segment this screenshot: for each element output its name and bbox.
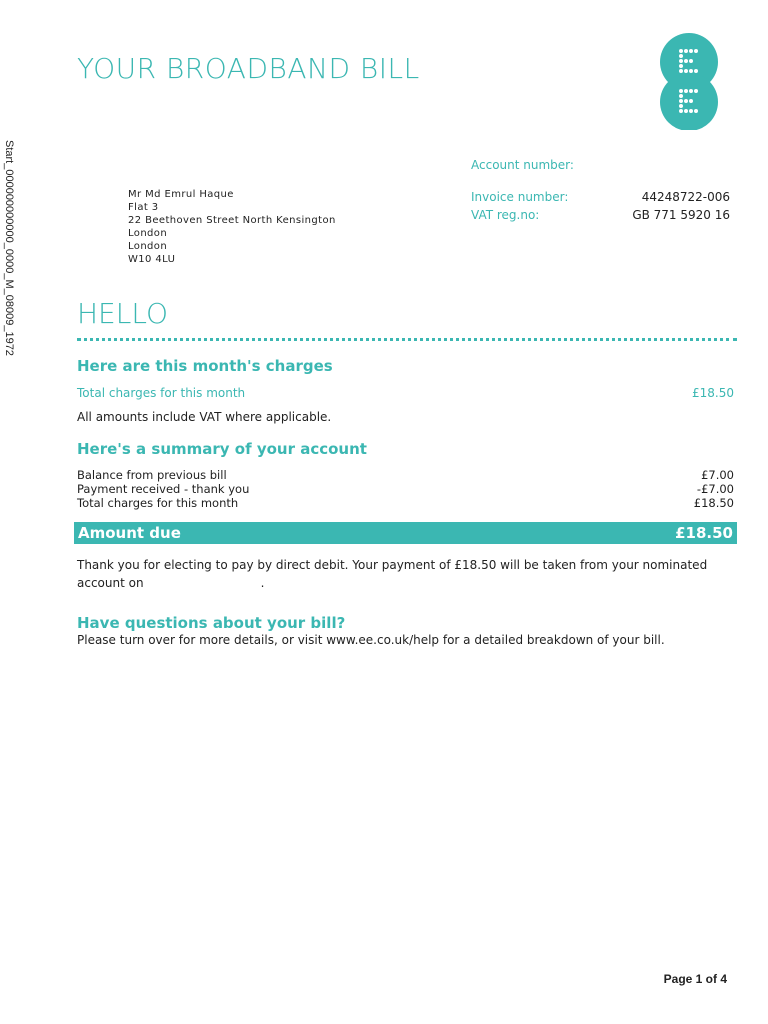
summary-row [77,468,734,482]
summary-row-label: Total charges for this month [77,496,239,510]
vat-reg-label: VAT reg.no: [471,208,540,222]
recipient-name: Mr Md Emrul Haque [128,189,234,200]
direct-debit-account-prefix: account on [77,576,144,590]
ee-logo [659,32,719,130]
amount-due-value: £18.50 [675,524,733,542]
total-charges-row [77,386,734,402]
vat-reg-row [471,208,733,224]
account-number-label: Account number: [471,158,574,172]
greeting-heading: HELLO [77,297,168,330]
invoice-number-value: 44248722-006 [641,190,730,204]
questions-heading: Have questions about your bill? [77,614,346,632]
address-line-3: London [128,228,168,239]
invoice-number-row [471,190,733,206]
summary-row [77,482,734,496]
address-postcode: W10 4LU [128,254,176,265]
address-line-1: Flat 3 [128,202,159,213]
summary-row-label: Payment received - thank you [77,482,250,496]
questions-text: Please turn over for more details, or visit www.ee.co.uk/help for a detailed breakdown of your bill. [77,633,665,647]
account-number-row [471,158,733,174]
address-line-2: 22 Beethoven Street North Kensington [128,215,336,226]
side-reference-code: Start_000000000000_0000_M_08009_1972 [3,140,15,356]
summary-heading: Here's a summary of your account [77,440,367,458]
recipient-address [128,188,336,266]
summary-row-label: Balance from previous bill [77,468,227,482]
summary-row-value: £7.00 [701,468,734,482]
amount-due-label: Amount due [78,524,181,542]
vat-reg-value: GB 771 5920 16 [632,208,730,222]
page-title: YOUR BROADBAND BILL [77,52,420,85]
dotted-divider [77,338,737,341]
summary-row-value: -£7.00 [696,482,734,496]
summary-row [77,496,734,510]
invoice-number-label: Invoice number: [471,190,569,204]
direct-debit-line-1: Thank you for electing to pay by direct debit. Your payment of £18.50 will be taken from your nominated [77,558,708,572]
amount-due-bar [74,522,737,544]
total-charges-label: Total charges for this month [77,386,246,400]
summary-row-value: £18.50 [693,496,734,510]
direct-debit-notice [77,556,737,592]
direct-debit-suffix: . [260,576,265,590]
charges-heading: Here are this month's charges [77,357,333,375]
address-line-4: London [128,241,168,252]
page-number: Page 1 of 4 [663,972,727,986]
vat-note-text: All amounts include VAT where applicable. [77,410,332,424]
vat-note [77,410,734,426]
direct-debit-line-2 [77,574,737,592]
total-charges-value: £18.50 [692,386,734,400]
